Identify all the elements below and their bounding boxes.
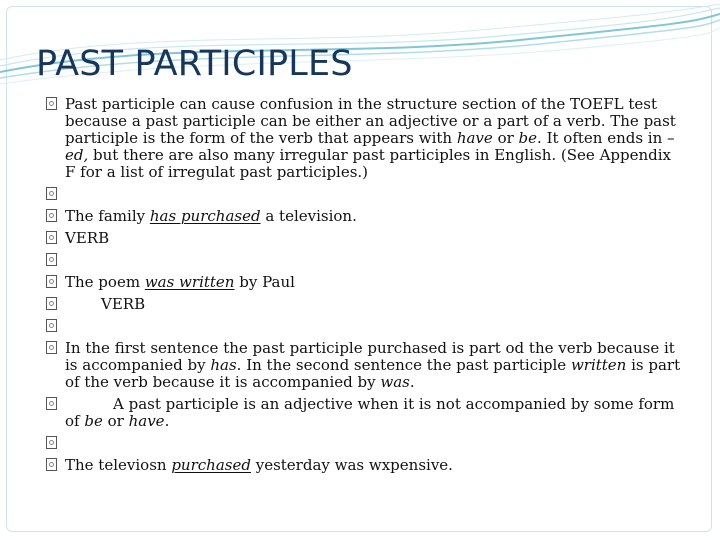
text: a television. xyxy=(260,207,357,225)
bullet-empty xyxy=(46,318,686,335)
text: yesterday was wxpensive. xyxy=(250,456,453,474)
text: but there are also many irregular past participles in English. (See Appendix F for a list of irregulat past participles.) xyxy=(65,146,672,181)
bullet-empty xyxy=(46,186,686,203)
underlined-verb: was written xyxy=(144,273,235,291)
square-bullet-icon xyxy=(46,297,57,310)
bullet-example-sentence-1 xyxy=(46,208,686,225)
bullet-paragraph-intro xyxy=(46,96,686,181)
text: . xyxy=(409,373,415,391)
text: . xyxy=(164,412,170,430)
verb-label: VERB xyxy=(65,229,110,247)
bullet-example-sentence-2 xyxy=(46,274,686,291)
text: The televiosn xyxy=(65,456,172,474)
square-bullet-icon xyxy=(46,253,57,266)
bullet-verb-label-1 xyxy=(46,230,686,247)
bullet-empty xyxy=(46,435,686,452)
italic-word: –ed, xyxy=(65,129,675,164)
italic-word: have xyxy=(456,129,493,147)
square-bullet-icon xyxy=(46,341,57,354)
square-bullet-icon xyxy=(46,275,57,288)
text: is part of the verb because it is accompanied by xyxy=(65,356,681,391)
bullet-verb-label-2 xyxy=(46,296,686,313)
underlined-verb: has purchased xyxy=(149,207,261,225)
italic-word: has xyxy=(210,356,237,374)
text: . In the second sentence the past participle xyxy=(236,356,571,374)
square-bullet-icon xyxy=(46,231,57,244)
bullet-paragraph-explanation xyxy=(46,340,686,391)
bullet-empty xyxy=(46,252,686,269)
bullet-paragraph-adjective xyxy=(46,396,686,430)
text: by Paul xyxy=(234,273,295,291)
text: In the first sentence the past participle purchased is part od the verb because it is accompanied by xyxy=(65,339,675,374)
verb-label: VERB xyxy=(101,295,146,313)
square-bullet-icon xyxy=(46,397,57,410)
italic-word: be xyxy=(84,412,103,430)
square-bullet-icon xyxy=(46,97,57,110)
italic-word: was xyxy=(380,373,410,391)
square-bullet-icon xyxy=(46,187,57,200)
square-bullet-icon xyxy=(46,209,57,222)
text: or xyxy=(492,129,519,147)
bullet-example-sentence-3 xyxy=(46,457,686,474)
underlined-adjective: purchased xyxy=(171,456,251,474)
italic-word: written xyxy=(570,356,627,374)
text: The poem xyxy=(65,273,145,291)
text: The family xyxy=(65,207,150,225)
slide-title: PAST PARTICIPLES xyxy=(36,44,353,84)
italic-word: be xyxy=(518,129,538,147)
text: or xyxy=(102,412,129,430)
text: A past participle is an adjective when it is not accompanied by some form of xyxy=(65,395,675,430)
square-bullet-icon xyxy=(46,319,57,332)
square-bullet-icon xyxy=(46,458,57,471)
square-bullet-icon xyxy=(46,436,57,449)
text: Past participle can cause confusion in the structure section of the TOEFL test because a past participle can be either an adjective or a part of a verb. The past participle is the form of the verb that appears with xyxy=(65,95,676,147)
text: . It often ends in xyxy=(537,129,668,147)
slide-content xyxy=(46,96,686,479)
italic-word: have xyxy=(128,412,165,430)
